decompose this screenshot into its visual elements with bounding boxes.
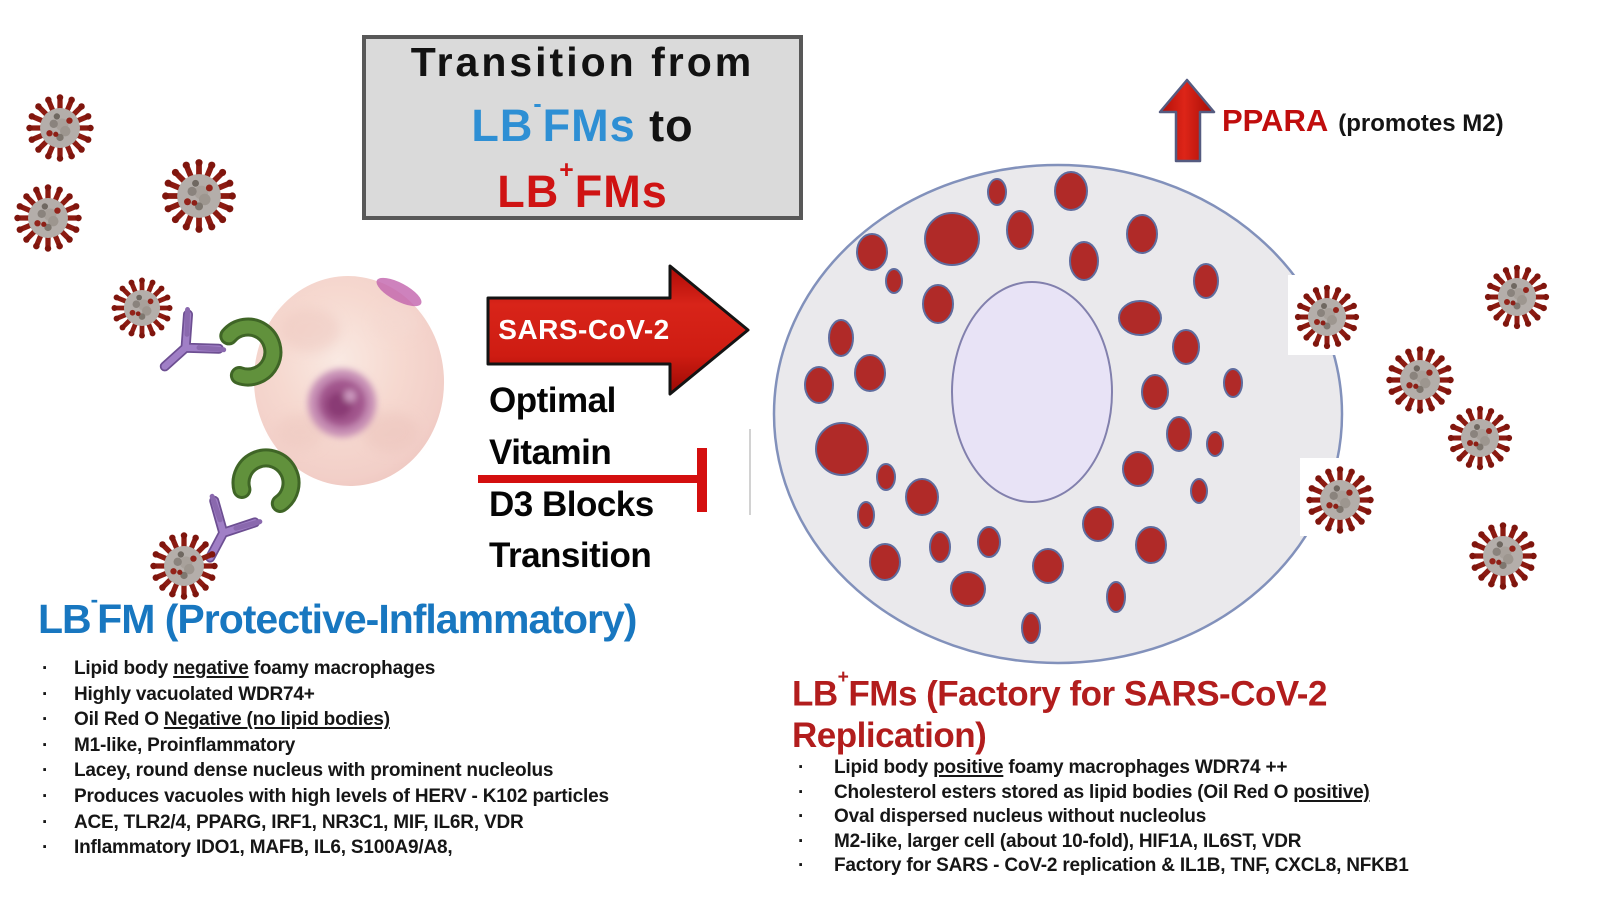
lb-negative-bullet-list [42,656,762,861]
virus-icon [14,184,81,251]
bullet-dot: · [798,855,805,877]
title-line1: Transition from [410,38,755,85]
bullet-item [798,854,1588,879]
title-line2: LB-FMs to [471,91,694,151]
bullet-dot: · [798,757,805,778]
virus-icon [150,532,217,599]
vitamin-block-line: Vitamin [489,433,612,472]
lb-negative-heading: LB-FM (Protective-Inflammatory) [38,587,637,642]
virus-icon [162,159,236,233]
bullet-dot: · [42,785,49,807]
bullet-item [798,830,1588,855]
bullet-item [42,810,762,836]
bullet-item [798,805,1588,830]
image-seam [749,429,751,515]
bullet-text: Cholesterol esters stored as lipid bodies (Oil Red O positive) [834,781,1370,803]
bullet-item [42,758,762,784]
up-arrow-icon [1160,80,1214,161]
lb-positive-bullet-list [798,756,1588,879]
bullet-text: Lipid body negative foamy macrophages [74,658,436,679]
lb-neg-fms-label: LB-FMs [471,91,636,151]
bullet-dot: · [42,837,49,859]
virus-icon [1448,406,1512,470]
transition-title-box [362,35,803,220]
virus-icon [1386,346,1453,413]
bullet-dot: · [798,781,805,803]
bullet-text: Oval dispersed nucleus without nucleolus [834,806,1207,828]
ppara-gene-label: PPARA [1222,103,1329,138]
bullet-item [42,733,762,759]
virus-icon [1485,265,1549,329]
virus-icon [1469,522,1536,589]
bullet-item [42,682,762,708]
lb-positive-heading: LB+FMs (Factory for SARS-CoV-2 Replication) [792,667,1327,755]
virus-icon [112,278,173,339]
bullet-text: Lipid body positive foamy macrophages WDR74 ++ [834,757,1288,778]
lb-positive-macrophage-cell [774,165,1370,663]
cell-nucleus [308,369,376,437]
bullet-dot: · [42,811,49,833]
lb-pos-fms-label: LB+FMs [497,157,668,217]
bullet-item [798,756,1588,781]
bullet-item [42,784,762,810]
bullet-item [42,656,762,682]
bullet-text: Lacey, round dense nucleus with prominent nucleolus [74,760,554,782]
bullet-text: M1-like, Proinflammatory [74,734,296,756]
bullet-text: M2-like, larger cell (about 10-fold), HIF1A, IL6ST, VDR [834,830,1302,852]
ppara-note: (promotes M2) [1338,110,1504,137]
bullet-text: Factory for SARS - CoV-2 replication & IL1B, TNF, CXCL8, NFKB1 [834,855,1409,877]
virus-icon [1306,466,1373,533]
bullet-item [42,707,762,733]
bullet-dot: · [42,709,49,731]
vitamin-block-line: Optimal [489,381,616,420]
bullet-dot: · [42,658,49,679]
receptor-icon [241,458,291,504]
vitamin-block-line: Transition [489,536,652,575]
cell-nucleus [952,282,1112,502]
bullet-dot: · [42,734,49,756]
bullet-text: Oil Red O Negative (no lipid bodies) [74,709,390,731]
bullet-dot: · [798,806,805,828]
virus-icon [26,94,93,161]
bullet-item [798,781,1588,806]
ppara-annotation [1222,103,1504,139]
receptor-icon [229,327,273,377]
bullet-dot: · [42,683,49,705]
virus-icon [1295,285,1359,349]
sars-cov-2-arrow-label: SARS-CoV-2 [498,314,670,345]
bullet-text: ACE, TLR2/4, PPARG, IRF1, NR3C1, MIF, IL6R, VDR [74,811,524,833]
bullet-dot: · [42,760,49,782]
vitamin-block-line: D3 Blocks [489,485,654,524]
bullet-text: Highly vacuolated WDR74+ [74,683,315,705]
bullet-text: Inflammatory IDO1, MAFB, IL6, S100A9/A8, [74,837,453,859]
bullet-item [42,835,762,861]
bullet-text: Produces vacuoles with high levels of HERV - K102 particles [74,785,609,807]
bullet-dot: · [798,830,805,852]
